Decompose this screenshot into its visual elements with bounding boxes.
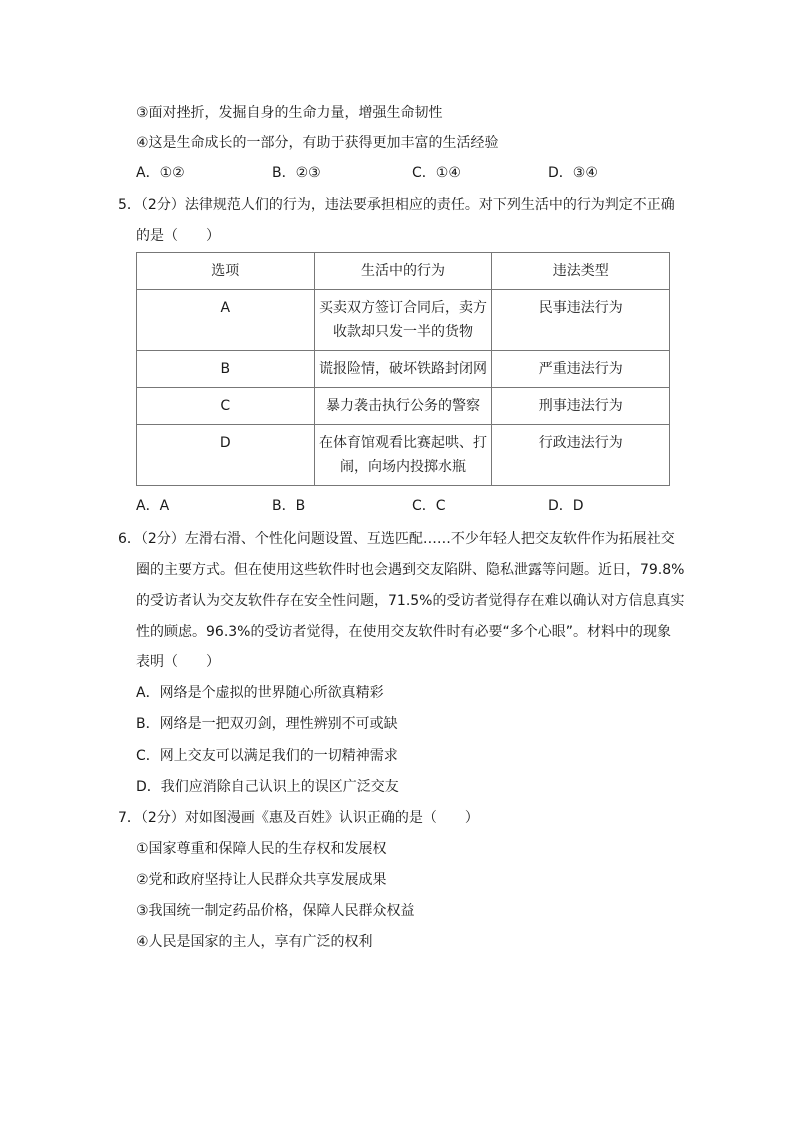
q5-answer-choices: [136, 496, 676, 516]
q5-cell-behavior-line: 在体育馆观看比赛起哄、打: [318, 435, 487, 451]
q6-stem-line-3: 的受访者认为交友软件存在安全性问题，71.5%的受访者觉得存在难以确认对方信息真实: [136, 593, 685, 609]
q6-option-c: C．网上交友可以满足我们的一切精神需求: [136, 748, 398, 764]
q6-stem-line-1: 6．（2分）左滑右滑、个性化问题设置、互选匹配……不少年轻人把交友软件作为拓展社交: [118, 531, 675, 547]
q7-option-2: ②党和政府坚持让人民群众共享发展成果: [136, 872, 387, 888]
q5-cell-behavior-line: 买卖双方签订合同后，卖方: [318, 300, 487, 316]
q4-answer-choices: [136, 163, 676, 183]
q5-header-option: 选项: [137, 253, 315, 290]
q6-option-d: D．我们应消除自己认识上的误区广泛交友: [136, 779, 399, 795]
table-row: [137, 290, 670, 351]
q5-cell-option: D: [137, 425, 315, 486]
q5-header-type: 违法类型: [492, 253, 670, 290]
q5-cell-behavior-line: 谎报险情，破坏铁路封闭网: [318, 361, 487, 377]
q5-choice-a: A．A: [136, 498, 170, 514]
q5-cell-option: B: [137, 351, 315, 388]
q7-option-3: ③我国统一制定药品价格，保障人民群众权益: [136, 903, 415, 919]
q5-cell-option: A: [137, 290, 315, 351]
q5-cell-behavior-line: 闹，向场内投掷水瓶: [339, 459, 466, 475]
q5-cell-type: 严重违法行为: [492, 351, 670, 388]
q4-option-3: ③面对挫折，发掘自身的生命力量，增强生命韧性: [136, 105, 443, 121]
q5-cell-behavior: [314, 425, 492, 486]
q5-choice-b: B．B: [272, 498, 306, 514]
q4-option-4: ④这是生命成长的一部分，有助于获得更加丰富的生活经验: [136, 135, 499, 151]
q4-choice-c: C．①④: [412, 165, 461, 181]
q7-stem: 7．（2分）对如图漫画《惠及百姓》认识正确的是（ ）: [118, 810, 479, 826]
q5-choice-c: C．C: [412, 498, 446, 514]
q6-stem-line-5: 表明（ ）: [136, 654, 220, 670]
q6-option-a: A．网络是个虚拟的世界随心所欲真精彩: [136, 685, 384, 701]
q4-choice-a: A．①②: [136, 165, 185, 181]
q5-cell-type: 民事违法行为: [492, 290, 670, 351]
q5-header-behavior: 生活中的行为: [314, 253, 492, 290]
table-row: [137, 388, 670, 425]
q5-stem-line-1: 5．（2分）法律规范人们的行为，违法要承担相应的责任。对下列生活中的行为判定不正确: [118, 197, 675, 213]
q7-option-1: ①国家尊重和保障人民的生存权和发展权: [136, 841, 387, 857]
q6-option-b: B．网络是一把双刃剑，理性辨别不可或缺: [136, 716, 398, 732]
q5-cell-type: 行政违法行为: [492, 425, 670, 486]
q5-cell-option: C: [137, 388, 315, 425]
q5-cell-type: 刑事违法行为: [492, 388, 670, 425]
q5-table-header-row: [137, 253, 670, 290]
table-row: [137, 425, 670, 486]
q5-table: [136, 252, 670, 486]
q4-choice-b: B．②③: [272, 165, 321, 181]
q7-option-4: ④人民是国家的主人，享有广泛的权利: [136, 934, 373, 950]
q5-stem-line-2: 的是（ ）: [136, 228, 220, 244]
q5-cell-behavior: [314, 388, 492, 425]
q5-cell-behavior-line: 收款却只发一半的货物: [332, 324, 473, 340]
q5-cell-behavior: [314, 351, 492, 388]
q6-stem-line-2: 圈的主要方式。但在使用这些软件时也会遇到交友陷阱、隐私泄露等问题。近日，79.8%: [136, 562, 685, 578]
table-row: [137, 351, 670, 388]
q4-choice-d: D．③④: [548, 165, 598, 181]
q5-cell-behavior-line: 暴力袭击执行公务的警察: [325, 398, 480, 414]
q6-stem-line-4: 性的顾虑。96.3%的受访者觉得，在使用交友软件时有必要“多个心眼”。材料中的现象: [136, 624, 671, 640]
q5-cell-behavior: [314, 290, 492, 351]
q5-choice-d: D．D: [548, 498, 584, 514]
